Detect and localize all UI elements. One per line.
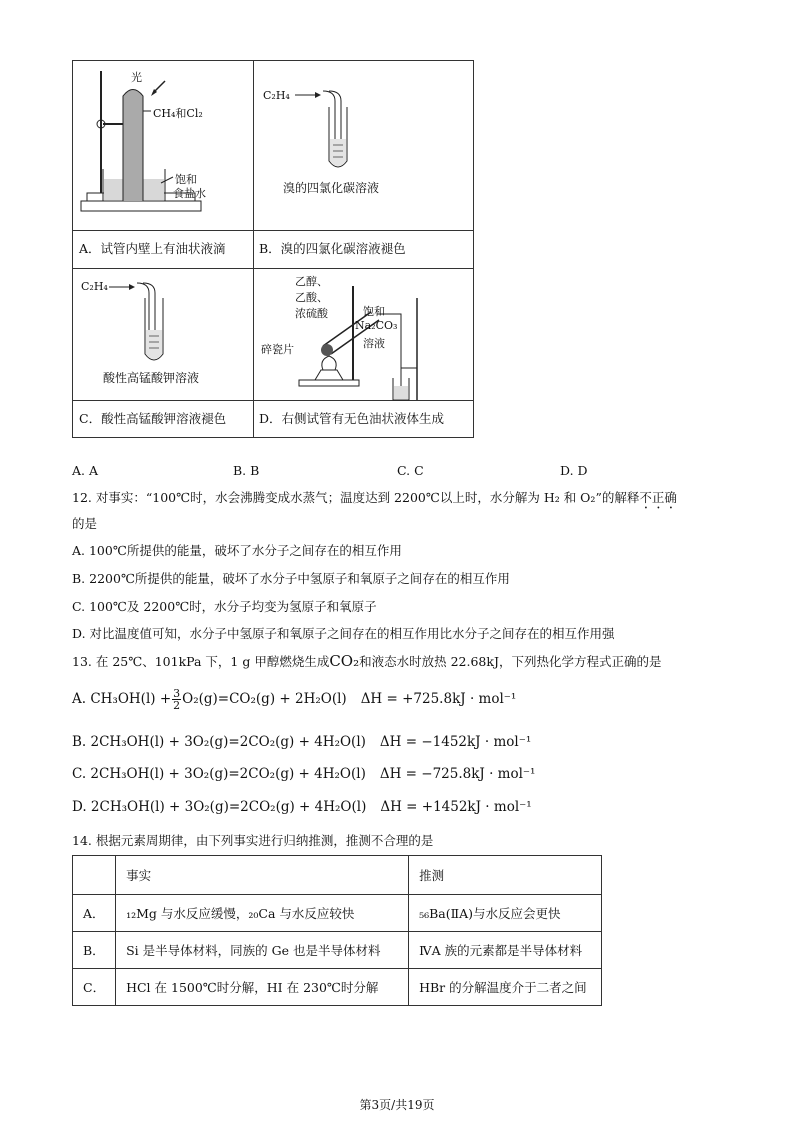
three-halves-fraction: [172, 688, 181, 711]
inference-cell: HBr 的分解温度介于二者之间: [409, 969, 602, 1006]
q13-option-d: [72, 799, 532, 815]
row-label: B．: [73, 932, 116, 969]
inference-cell: ₅₆Ba(ⅡA)与水反应会更快: [409, 895, 602, 932]
d-reagent-label-1: 乙醇、: [295, 275, 328, 288]
page-footer: 第3页/共19页: [359, 1098, 435, 1112]
fact-cell: ₁₂Mg 与水反应缓慢，₂₀Ca 与水反应较快: [116, 895, 409, 932]
caption-b: B．溴的四氯化碳溶液褪色: [259, 241, 406, 256]
brine-label-2: 食盐水: [173, 187, 206, 200]
brine-label-1: 饱和: [175, 173, 197, 186]
caption-c: C．酸性高锰酸钾溶液褪色: [79, 411, 227, 426]
q13-option-b-enthalpy: ΔH = −1452kJ · mol⁻¹: [379, 734, 532, 750]
q11-option-c: C. C: [397, 463, 424, 478]
q14-stem: 14. 根据元素周期律，由下列事实进行归纳推测，推测不合理的是: [72, 833, 434, 848]
caption-a: A．试管内壁上有油状液滴: [79, 241, 226, 256]
q13-option-a-right: O₂(g)=CO₂(g) + 2H₂O(l): [182, 691, 347, 707]
q12-stem-text: 12. 对事实：“100℃时，水会沸腾变成水蒸气；温度达到 2200℃以上时，水分解为 H₂ 和 O₂”的解释: [72, 490, 640, 505]
q11-option-a: A. A: [72, 463, 99, 478]
ch4-cl2-label: CH₄和Cl₂: [153, 107, 203, 120]
q13-co2: CO₂: [329, 652, 360, 670]
q13-stem-text: 13. 在 25℃、101kPa 下，1 g 甲醇燃烧生成: [72, 654, 330, 669]
q13-stem: [72, 652, 661, 670]
diagram-b-bromine-test: [253, 61, 475, 230]
table-row: [73, 895, 602, 932]
kmno4-solution-label: 酸性高锰酸钾溶液: [103, 371, 200, 385]
d-saturated-label-2: Na₂CO₃: [355, 319, 398, 332]
d-reagent-label-2: 乙酸、: [295, 291, 328, 304]
q11-option-d: D. D: [560, 463, 588, 478]
q13-option-d-equation: D. 2CH₃OH(l) + 3O₂(g)=2CO₂(g) + 4H₂O(l): [72, 799, 367, 815]
q13-option-b-equation: B. 2CH₃OH(l) + 3O₂(g)=2CO₂(g) + 4H₂O(l): [72, 734, 366, 750]
diagram-d-esterification: [253, 268, 475, 400]
fact-cell: HCl 在 1500℃时分解，HI 在 230℃时分解: [116, 969, 409, 1006]
experiment-table: [72, 60, 474, 438]
row-label: A．: [73, 895, 116, 932]
d-chips-label: 碎瓷片: [261, 343, 294, 356]
q13-option-a: [72, 688, 516, 711]
diagram-a-methane-chlorination: [73, 61, 253, 230]
q12-stem-emphasis: 不正确: [639, 490, 677, 505]
d-saturated-label-1: 饱和: [363, 305, 385, 318]
q12-option-b: B. 2200℃所提供的能量，破坏了水分子中氢原子和氧原子之间存在的相互作用: [72, 571, 510, 586]
q13-option-a-left: A. CH₃OH(l) +: [72, 691, 172, 707]
q13-option-a-enthalpy: ΔH = +725.8kJ · mol⁻¹: [360, 691, 517, 707]
q13-option-b: [72, 734, 531, 750]
q13-option-d-enthalpy: ΔH = +1452kJ · mol⁻¹: [380, 799, 532, 815]
c2h4-label-c: C₂H₄: [81, 280, 108, 293]
q12-stem-end: 的是: [72, 516, 98, 531]
table-divider: [73, 400, 473, 401]
q12-option-c: C. 100℃及 2200℃时，水分子均变为氢原子和氧原子: [72, 599, 377, 614]
q11-option-b: B. B: [233, 463, 260, 478]
q13-option-c: [72, 766, 535, 782]
fraction-denominator: 2: [173, 699, 181, 712]
d-reagent-label-3: 浓硫酸: [295, 307, 328, 320]
q14-fact-table: [72, 855, 602, 1006]
q12-option-d: D. 对比温度值可知，水分子中氢原子和氧原子之间存在的相互作用比水分子之间存在的相互作用强: [72, 626, 615, 641]
q13-option-c-equation: C. 2CH₃OH(l) + 3O₂(g)=2CO₂(g) + 4H₂O(l): [72, 766, 366, 782]
q12-option-a: A. 100℃所提供的能量，破坏了水分子之间存在的相互作用: [72, 543, 402, 558]
caption-d: D．右侧试管有无色油状液体生成: [259, 411, 445, 426]
bromine-solution-label: 溴的四氯化碳溶液: [283, 181, 380, 195]
fact-cell: Si 是半导体材料，同族的 Ge 也是半导体材料: [116, 932, 409, 969]
inference-cell: ⅣA 族的元素都是半导体材料: [409, 932, 602, 969]
header-cell-blank: [73, 856, 116, 895]
q12-stem: [72, 488, 677, 512]
c2h4-label-b: C₂H₄: [263, 89, 290, 102]
row-label: C．: [73, 969, 116, 1006]
table-row: [73, 969, 602, 1006]
table-row: [73, 932, 602, 969]
fraction-numerator: 3: [173, 687, 181, 700]
d-saturated-label-3: 溶液: [363, 337, 385, 350]
q13-option-c-enthalpy: ΔH = −725.8kJ · mol⁻¹: [379, 766, 536, 782]
header-cell-inference: 推测: [409, 856, 602, 895]
light-label: 光: [131, 71, 142, 84]
header-cell-fact: 事实: [116, 856, 409, 895]
table-divider: [73, 230, 473, 231]
table-header-row: [73, 856, 602, 895]
q13-stem-text-2: 和液态水时放热 22.68kJ，下列热化学方程式正确的是: [359, 654, 662, 669]
